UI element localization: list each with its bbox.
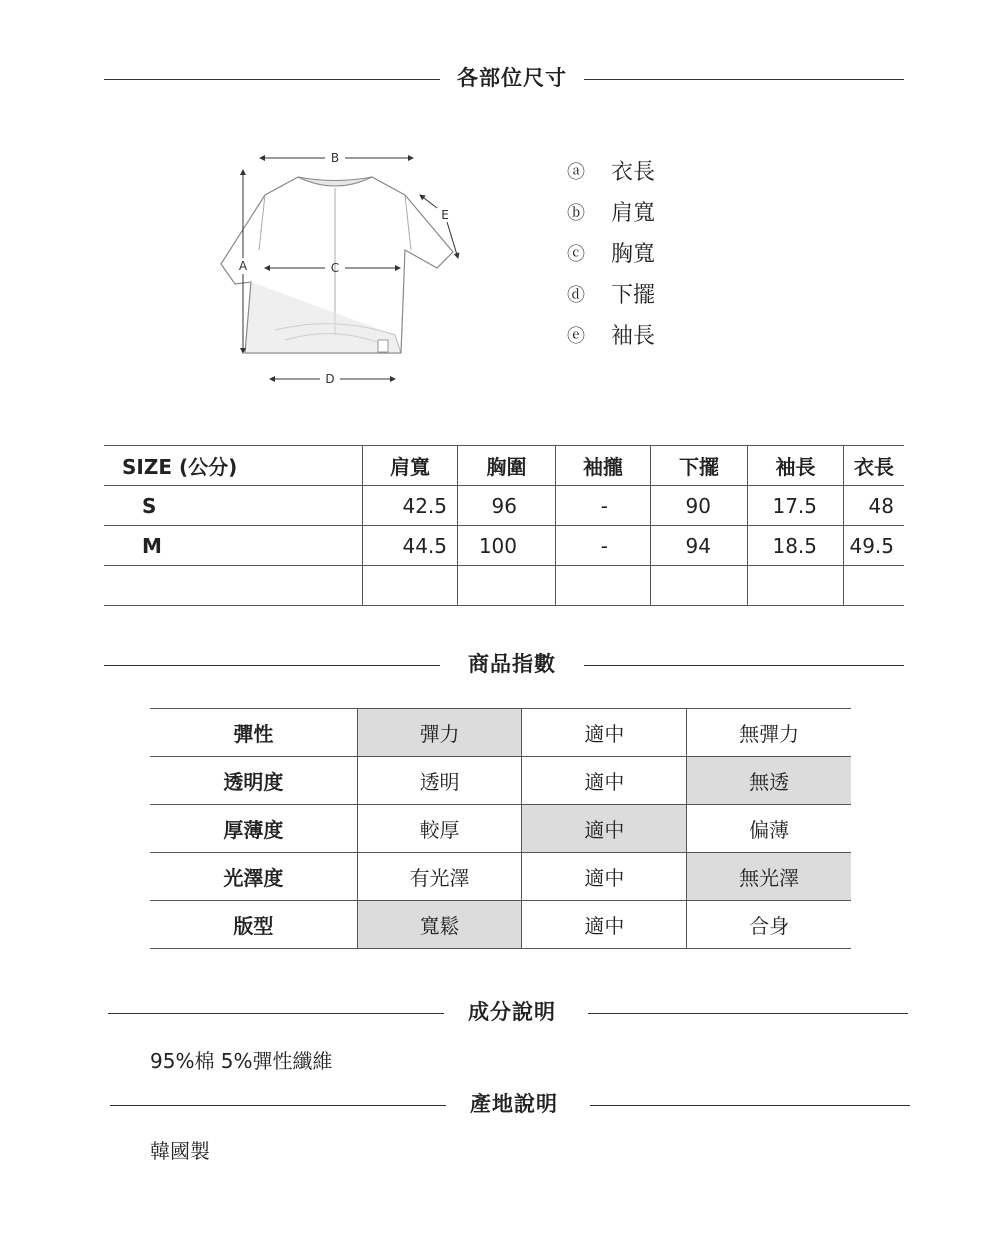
table-row (150, 757, 851, 805)
legend-item: ⓑ 肩寬 (567, 201, 656, 226)
header-shoulder: 肩寬 (363, 446, 458, 486)
tshirt-diagram (215, 140, 475, 390)
legend-item: ⓐ 衣長 (567, 160, 656, 185)
cell: 100 (458, 526, 556, 566)
cell: 17.5 (748, 486, 844, 526)
divider-left (104, 79, 440, 80)
option-cell: 無彈力 (687, 709, 851, 757)
option-cell: 適中 (522, 901, 687, 949)
header-chest: 胸圍 (458, 446, 556, 486)
divider-right (584, 665, 904, 666)
size-label: M (104, 526, 363, 566)
option-cell: 偏薄 (687, 805, 851, 853)
cell: - (556, 486, 651, 526)
divider-right (584, 79, 904, 80)
header-length: 衣長 (844, 446, 905, 486)
option-cell: 無透 (687, 757, 851, 805)
label-b: B (330, 151, 340, 165)
attr-label: 版型 (150, 901, 357, 949)
table-row (150, 853, 851, 901)
option-cell: 透明 (357, 757, 522, 805)
section-title-measurements: 各部位尺寸 (457, 66, 567, 90)
label-c: C (330, 261, 340, 275)
label-a: A (238, 259, 248, 273)
divider-right (588, 1013, 908, 1014)
option-cell: 彈力 (357, 709, 522, 757)
option-cell: 合身 (687, 901, 851, 949)
header-armhole: 袖攏 (556, 446, 651, 486)
cell: 48 (844, 486, 905, 526)
option-cell: 適中 (522, 709, 687, 757)
measurement-legend (567, 150, 655, 355)
size-table (104, 445, 904, 606)
product-index-table (150, 708, 851, 949)
attr-label: 厚薄度 (150, 805, 357, 853)
option-cell: 有光澤 (357, 853, 522, 901)
table-row (150, 805, 851, 853)
size-label: S (104, 486, 363, 526)
table-row (104, 526, 904, 566)
option-cell: 適中 (522, 805, 687, 853)
cell: 49.5 (844, 526, 905, 566)
cell: 42.5 (363, 486, 458, 526)
section-title-product-index: 商品指數 (468, 652, 556, 676)
divider-left (104, 665, 440, 666)
option-cell: 無光澤 (687, 853, 851, 901)
cell: 90 (651, 486, 748, 526)
label-d: D (325, 372, 335, 386)
cell: 18.5 (748, 526, 844, 566)
composition-text: 95%棉 5%彈性纖維 (150, 1049, 333, 1073)
attr-label: 彈性 (150, 709, 357, 757)
option-cell: 適中 (522, 853, 687, 901)
option-cell: 寬鬆 (357, 901, 522, 949)
attr-label: 光澤度 (150, 853, 357, 901)
cell: 44.5 (363, 526, 458, 566)
option-cell: 適中 (522, 757, 687, 805)
cell: 94 (651, 526, 748, 566)
divider-right (590, 1105, 910, 1106)
header-size: SIZE (公分) (104, 446, 363, 486)
legend-item: ⓓ 下擺 (567, 283, 656, 308)
table-row-empty (104, 566, 904, 606)
header-sleeve: 袖長 (748, 446, 844, 486)
legend-item: ⓔ 袖長 (567, 324, 656, 349)
cell: 96 (458, 486, 556, 526)
divider-left (108, 1013, 444, 1014)
attr-label: 透明度 (150, 757, 357, 805)
section-title-composition: 成分說明 (468, 1000, 556, 1024)
divider-left (110, 1105, 446, 1106)
cell: - (556, 526, 651, 566)
option-cell: 較厚 (357, 805, 522, 853)
table-row (150, 709, 851, 757)
size-table-header (104, 446, 904, 486)
table-row (150, 901, 851, 949)
label-e: E (441, 208, 449, 222)
table-row (104, 486, 904, 526)
header-hem: 下擺 (651, 446, 748, 486)
legend-item: ⓒ 胸寬 (567, 242, 656, 267)
origin-text: 韓國製 (150, 1139, 210, 1163)
section-title-origin: 產地說明 (470, 1092, 558, 1116)
